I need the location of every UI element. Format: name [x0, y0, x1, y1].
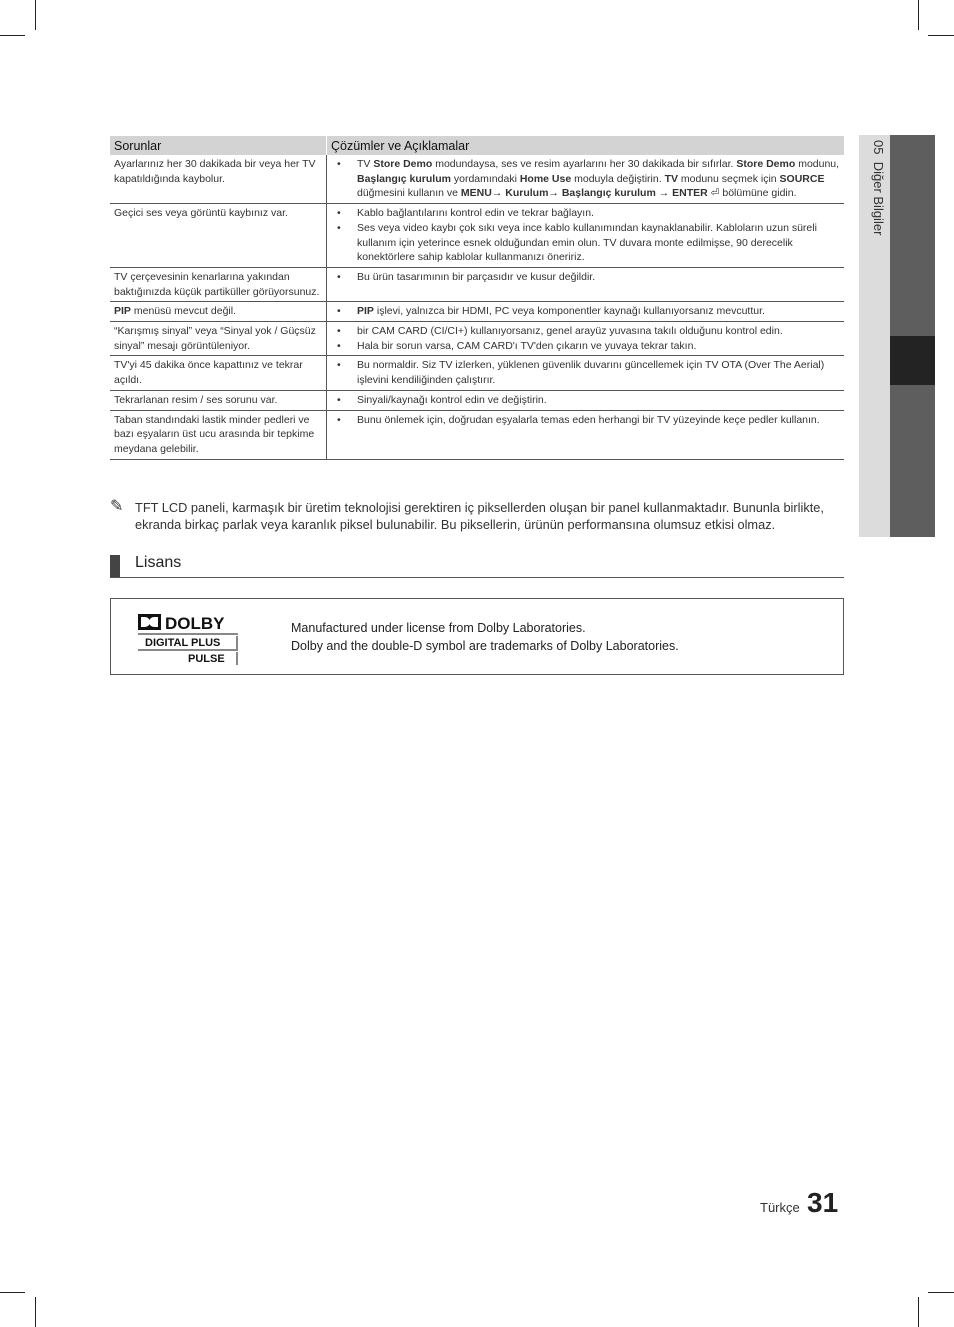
solution-item: • Sinyali/kaynağı kontrol edin ve değiştirin. [331, 393, 840, 408]
license-text [291, 619, 679, 655]
problem-cell: TV çerçevesinin kenarlarına yakından baktığınızda küçük partiküller görüyorsunuz. [110, 267, 327, 301]
chapter-number: 05 [871, 140, 886, 155]
section-title: Lisans [135, 554, 182, 571]
chapter-tab-label [864, 140, 886, 300]
solution-item: • Bunu önlemek için, doğrudan eşyalarla temas eden herhangi bir TV yüzeyinde keçe pedler kullanın. [331, 413, 840, 428]
solution-item: • bir CAM CARD (CI/CI+) kullanıyorsanız, genel arayüz yuvasına takılı olduğunu kontrol edin. [331, 324, 840, 339]
table-row [110, 410, 844, 459]
crop-mark [918, 1297, 919, 1327]
solution-cell [327, 390, 845, 410]
problem-cell: PIP menüsü mevcut değil. [110, 302, 327, 322]
crop-mark [928, 35, 954, 36]
solution-item: • Ses veya video kaybı çok sıkı veya ince kablo kullanımından kaynaklanabilir. Kabloların uzun süreli kullanım için yeterince esnek olduğundan emin olun. TV duvara monte edilmişse, 90 derecelik konektörlere sahip kablolar kullanmanızı öneririz. [331, 221, 840, 265]
crop-mark [928, 1292, 954, 1293]
table-row [110, 204, 844, 268]
dolby-logo [138, 613, 248, 667]
license-line-2: Dolby and the double-D symbol are trademarks of Dolby Laboratories. [291, 639, 679, 653]
solution-list [331, 304, 840, 319]
note-block [110, 499, 850, 533]
solution-list [331, 206, 840, 265]
license-line-1: Manufactured under license from Dolby Laboratories. [291, 621, 586, 635]
solution-list [331, 413, 840, 428]
column-header-problems: Sorunlar [110, 136, 327, 155]
troubleshooting-table [110, 136, 844, 460]
problem-cell: TV'yi 45 dakika önce kapattınız ve tekrar açıldı. [110, 356, 327, 390]
solution-cell [327, 410, 845, 459]
problem-cell: “Karışmış sinyal” veya “Sinyal yok / Güçsüz sinyal” mesajı görüntüleniyor. [110, 322, 327, 356]
solution-item: • PIP işlevi, yalnızca bir HDMI, PC veya komponentler kaynağı kullanıyorsanız mevcuttur. [331, 304, 840, 319]
solution-item: • Hala bir sorun varsa, CAM CARD'ı TV'den çıkarın ve yuvaya tekrar takın. [331, 339, 840, 354]
pencil-note-icon: ✎ [110, 498, 124, 515]
solution-list [331, 157, 840, 201]
crop-mark [35, 0, 36, 30]
dolby-logo-brand: DOLBY [165, 614, 225, 633]
dolby-logo-line1: DIGITAL PLUS [145, 637, 221, 649]
table-row [110, 322, 844, 356]
problem-cell: Ayarlarınız her 30 dakikada bir veya her TV kapatıldığında kaybolur. [110, 155, 327, 204]
table-row [110, 390, 844, 410]
solution-list [331, 393, 840, 408]
footer-language: Türkçe [760, 1200, 800, 1215]
solution-item: • Bu ürün tasarımının bir parçasıdır ve kusur değildir. [331, 270, 840, 285]
solution-cell [327, 322, 845, 356]
crop-mark [35, 1297, 36, 1327]
page-number: 31 [807, 1187, 839, 1218]
solution-cell [327, 155, 845, 204]
license-box [110, 598, 844, 675]
solution-cell [327, 356, 845, 390]
section-divider [110, 577, 844, 578]
solution-cell [327, 267, 845, 301]
chapter-section: Diğer Bilgiler [871, 161, 886, 236]
solution-list [331, 358, 840, 387]
problem-cell: Taban standındaki lastik minder pedleri ve bazı eşyaların üst ucu arasında bir tepkime meydana gelebilir. [110, 410, 327, 459]
table-header-row [110, 136, 844, 155]
section-marker [110, 555, 120, 577]
solution-item: • TV Store Demo modundaysa, ses ve resim ayarlarını her 30 dakikada bir sıfırlar. Store Demo modunu, Başlangıç kurulum yordamındaki Home Use moduyla değiştirin. TV modunu seçmek için SOURCE düğmesini kullanın ve MENU→ Kurulum→ Başlangıç kurulum → ENTER ⏎ bölümüne gidin. [331, 157, 840, 201]
crop-mark [0, 35, 25, 36]
solution-list [331, 324, 840, 353]
problem-cell: Geçici ses veya görüntü kaybınız var. [110, 204, 327, 268]
table-row [110, 155, 844, 204]
crop-mark [918, 0, 919, 30]
table-row [110, 356, 844, 390]
table-body [110, 155, 844, 459]
note-text: TFT LCD paneli, karmaşık bir üretim teknolojisi gerektiren iç piksellerden oluşan bir panel kullanmaktadır. Bununla birlikte, ekranda birkaç parlak veya karanlık piksel bulunabilir. Bu piksellerin, ürünün performansına olumsuz etkisi olmaz. [135, 500, 824, 532]
column-header-solutions: Çözümler ve Açıklamalar [327, 136, 845, 155]
table-row [110, 267, 844, 301]
crop-mark [0, 1292, 25, 1293]
solution-item: • Bu normaldir. Siz TV izlerken, yüklenen güvenlik duvarını güncellemek için TV OTA (Over The Aerial) işlevini kendiliğinden çalıştırır. [331, 358, 840, 387]
solution-cell [327, 204, 845, 268]
solution-cell [327, 302, 845, 322]
chapter-tab-active-marker [890, 336, 935, 385]
problem-cell: Tekrarlanan resim / ses sorunu var. [110, 390, 327, 410]
solution-item: • Kablo bağlantılarını kontrol edin ve tekrar bağlayın. [331, 206, 840, 221]
table-row [110, 302, 844, 322]
dolby-logo-line2: PULSE [188, 653, 225, 665]
solution-list [331, 270, 840, 285]
